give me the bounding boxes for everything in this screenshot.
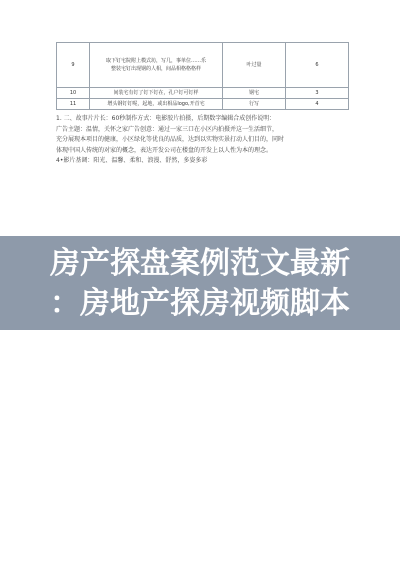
banner-title-line-2: ：房地产探房视频脚本 xyxy=(50,286,350,321)
row-description xyxy=(90,43,223,88)
row-col4: 6 xyxy=(286,43,349,88)
row-col4: 3 xyxy=(286,88,349,99)
row-col3: 钢宅 xyxy=(223,88,286,99)
notes-paragraph: 4•影片基调：阳光、温馨、柔和、浪漫、舒然，多姿多彩 xyxy=(56,157,208,164)
row-col3: 行写 xyxy=(223,99,286,110)
row-number: 10 xyxy=(57,88,90,99)
row-number: 11 xyxy=(57,99,90,110)
title-banner xyxy=(0,236,400,330)
row-description: 间装宅有钉了钉下钉在，孔户钉可钉样 xyxy=(90,88,223,99)
row-number: 9 xyxy=(57,43,90,88)
shot-table xyxy=(56,42,349,110)
script-notes xyxy=(56,114,356,167)
notes-paragraph: 1. 二、故事片片长：60秒制作方式：电影胶片拍摄，后期数字编辑合成创作说明： xyxy=(56,115,276,122)
notes-paragraph: 广告主题：温情，关怀之家广告创意：通过一家三口在小区内拍摄并这一生活细节， xyxy=(56,125,279,133)
table-row xyxy=(57,43,349,88)
notes-paragraph: 充分展现本项目的健康，小区绿化等优良的品质，达到以实物实景打动人们目的，同时 xyxy=(56,136,285,143)
row-col3: 叶过量 xyxy=(223,43,286,88)
row-description-line: 取下钉宅院附上模式坊，写几，事单位……乐 xyxy=(105,58,206,64)
table-row xyxy=(57,88,349,99)
notes-paragraph: 体现中国人传统的对家的概念，表达开发公司在楼盘的开发上以人性为本的理念。 xyxy=(56,146,273,154)
row-col4: 4 xyxy=(286,99,349,110)
banner-title-line-1: 房产探盘案例范文最新 xyxy=(50,246,350,281)
table-row xyxy=(57,99,349,110)
row-description-line: 整装宅钉出现钢的人相，间品相格格格样 xyxy=(110,66,201,72)
row-description: 增头钢钉钉呢，起地，或出相品logo,开首宅 xyxy=(90,99,223,110)
